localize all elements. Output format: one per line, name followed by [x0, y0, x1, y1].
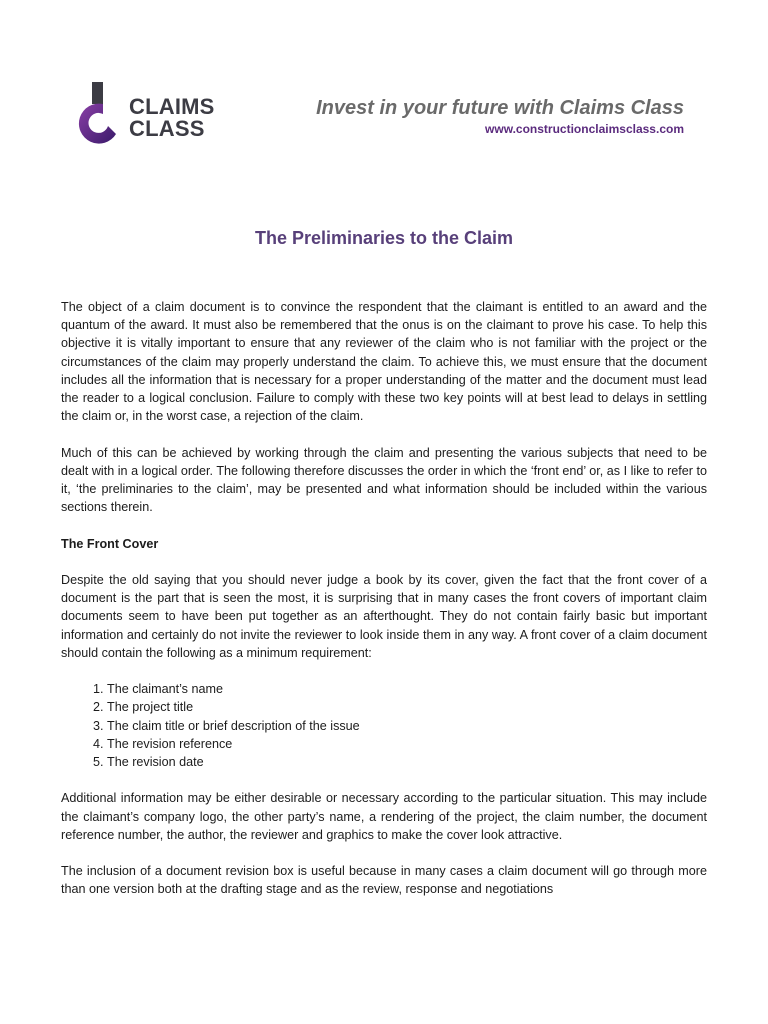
list-item: 2. The project title [107, 698, 707, 716]
body-paragraph: The inclusion of a document revision box is useful because in many cases a claim document will go through more than one version both at the drafting stage and as the review, response and negotiations [61, 864, 707, 897]
claims-class-logo [78, 80, 238, 150]
logo-line-2: CLASS [129, 116, 205, 141]
list-item: 1. The claimant’s name [107, 680, 707, 698]
requirements-list [61, 680, 707, 771]
document-body [61, 298, 707, 917]
document-title: The Preliminaries to the Claim [254, 228, 514, 248]
logo-line-1: CLAIMS [129, 94, 215, 119]
website-link[interactable]: www.constructionclaimsclass.com [485, 122, 684, 136]
section-heading: The Front Cover [61, 536, 159, 551]
list-item: 3. The claim title or brief description of the issue [107, 717, 707, 735]
tagline: Invest in your future with Claims Class [316, 97, 684, 119]
body-paragraph: Despite the old saying that you should never judge a book by its cover, given the fact that the front cover of a document is the part that is seen the most, it is surprising that in many cases the front covers of important claim documents seem to have been put together as an afterthought. They do not contain fairly basic but important information and certainly do not invite the reviewer to look inside them in any way. A front cover of a claim document should contain the following as a minimum requirement: [61, 573, 707, 660]
logo-wordmark [129, 96, 215, 140]
body-paragraph: The object of a claim document is to convince the respondent that the claimant is entitled to an award and the quantum of the award. It must also be remembered that the onus is on the claimant to prove his case. To help this objective it is vitally important to ensure that any reviewer of the claim who is not familiar with the project or the circumstances of the claim may properly understand the claim. To achieve this, we must ensure that the document includes all the information that is necessary for a proper understanding of the matter and the document must lead the reader to a logical conclusion. Failure to comply with these two key points will at best lead to delays in settling the claim or, in the worst case, a rejection of the claim. [61, 300, 707, 424]
body-paragraph: Much of this can be achieved by working through the claim and presenting the various subjects that need to be dealt with in a logical order. The following therefore discusses the order in which the ‘front end’ or, as I like to refer to it, ‘the preliminaries to the claim’, may be presented and what information should be included within the various sections therein. [61, 445, 707, 515]
list-item: 4. The revision reference [107, 735, 707, 753]
list-item: 5. The revision date [107, 753, 707, 771]
body-paragraph: Additional information may be either desirable or necessary according to the particular situation. This may include the claimant’s company logo, the other party’s name, a rendering of the project, the claim number, the document reference number, the author, the reviewer and graphics to make the cover look attractive. [61, 791, 707, 842]
claims-class-logo-icon [78, 82, 124, 146]
